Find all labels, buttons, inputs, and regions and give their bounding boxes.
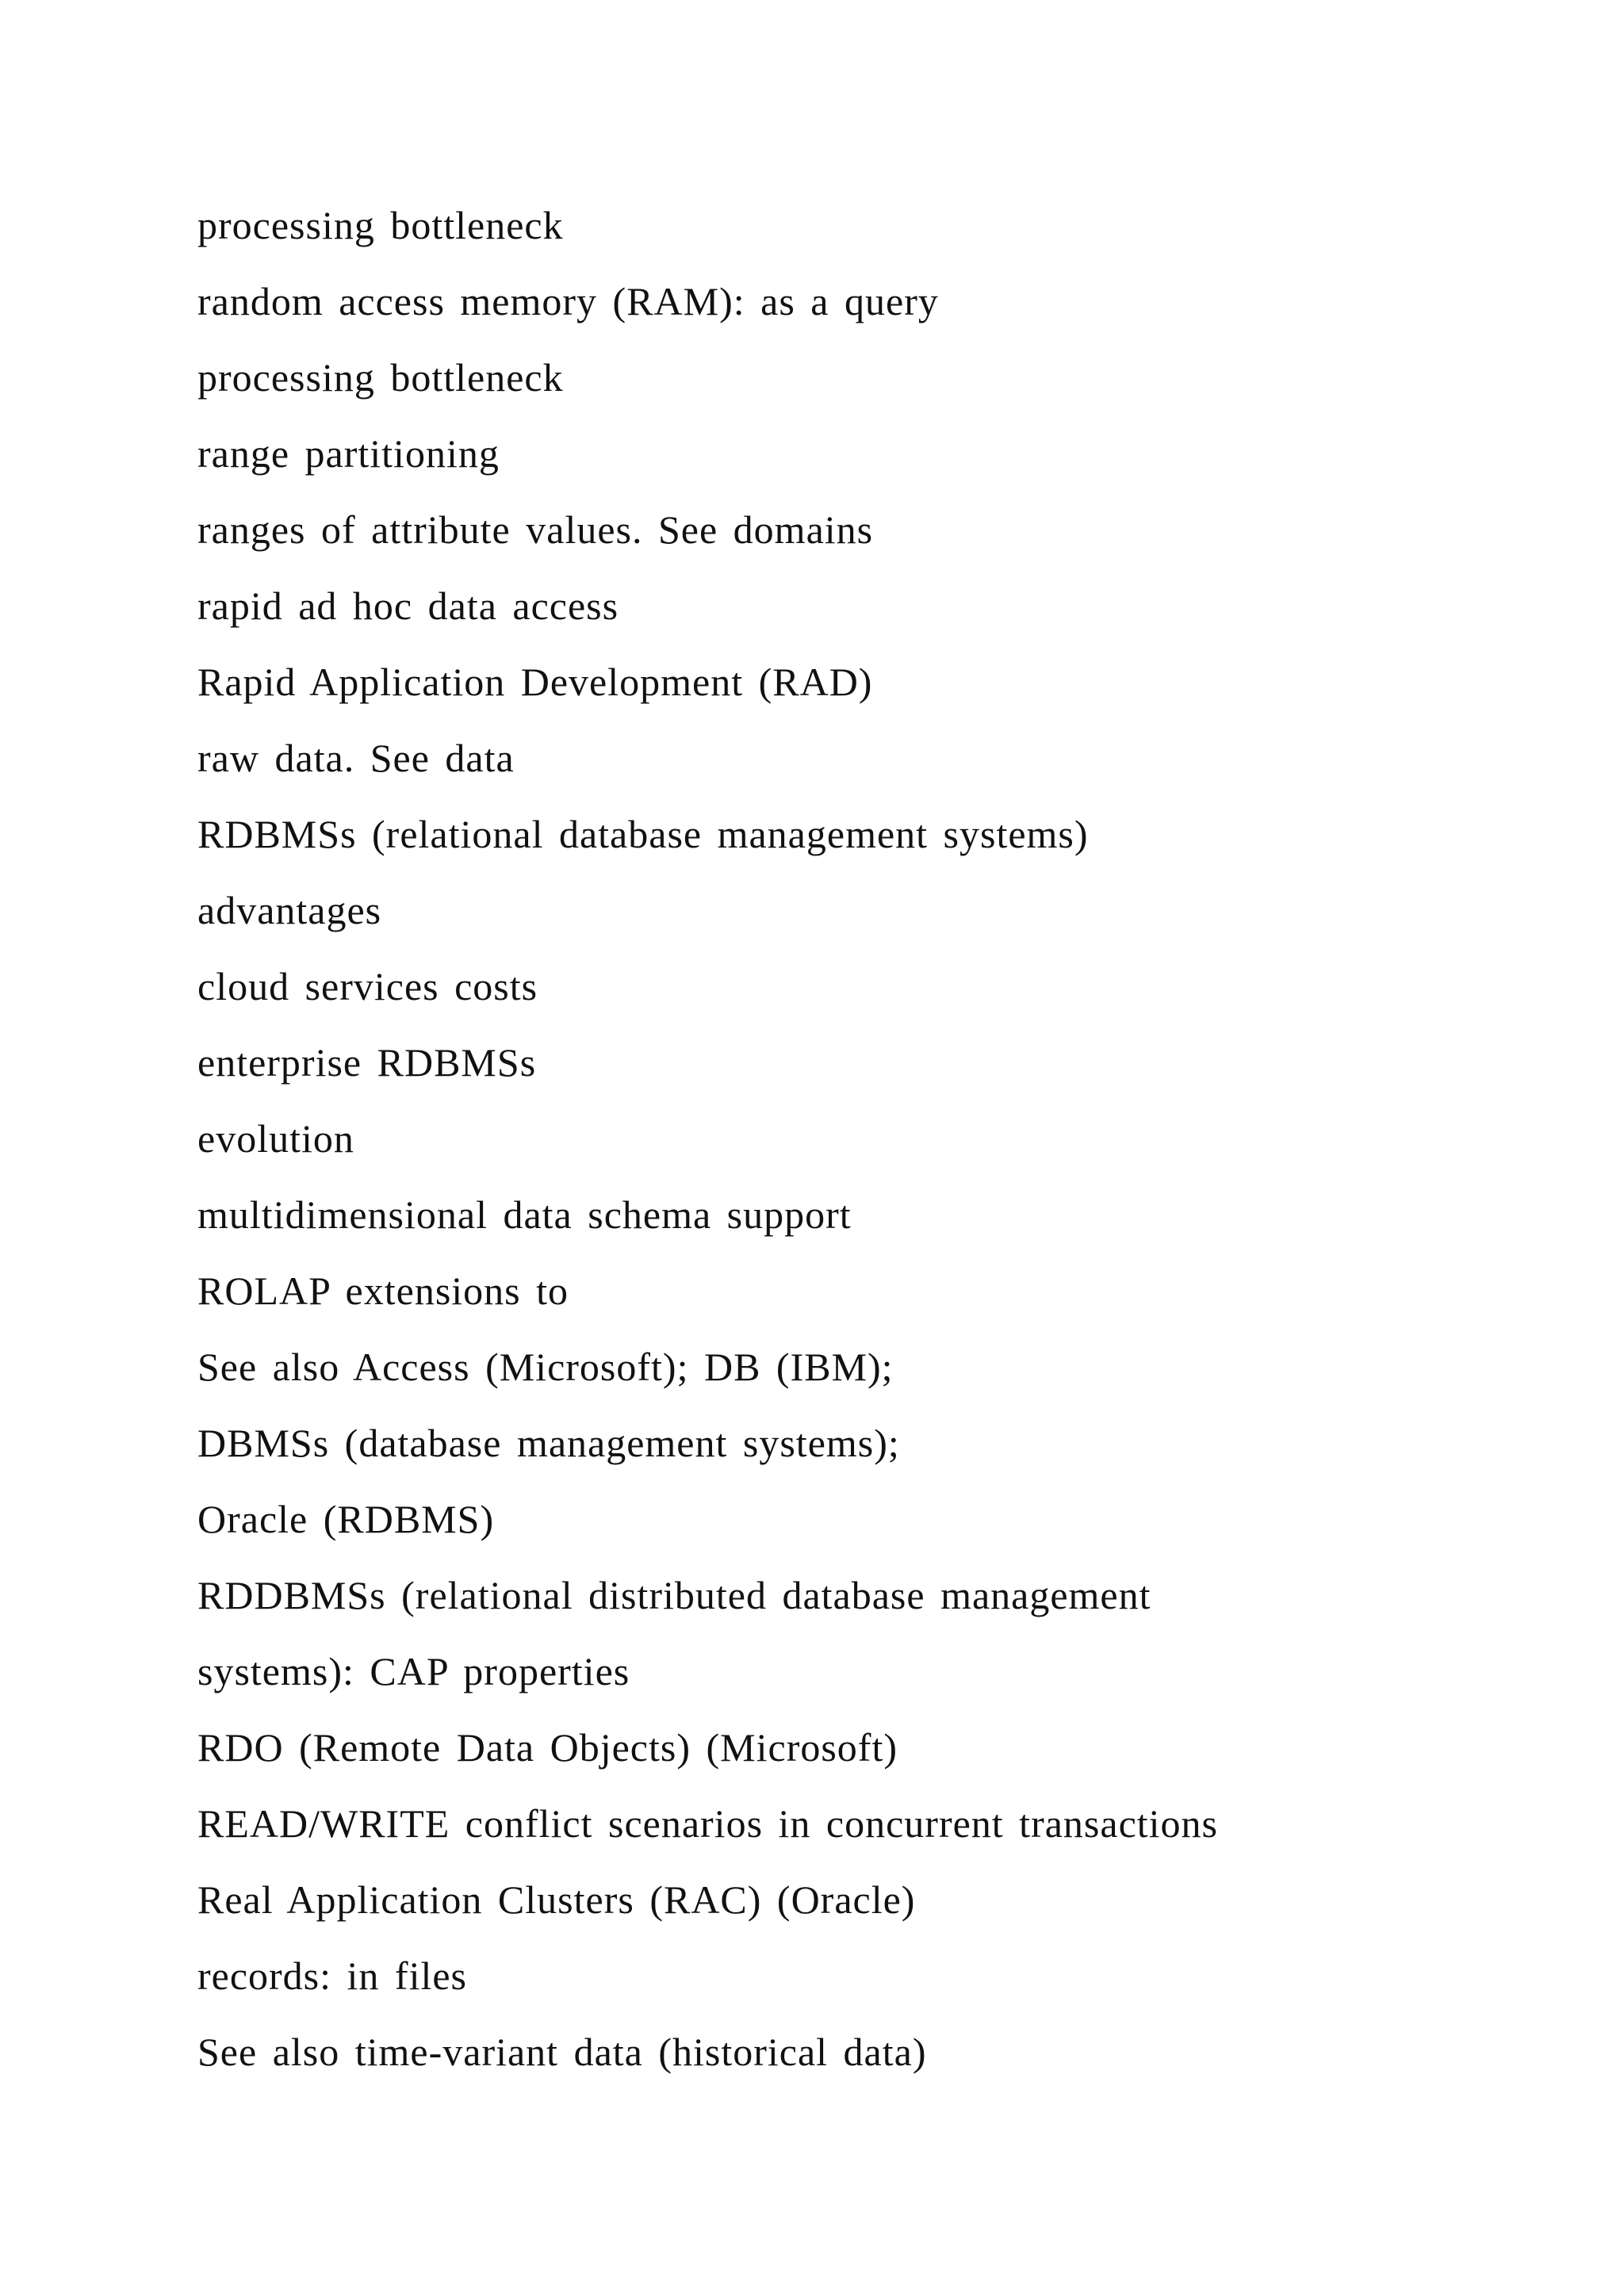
index-entry: processing bottleneck [197, 355, 564, 400]
index-entry: Rapid Application Development (RAD) [197, 660, 873, 704]
index-entry: Real Application Clusters (RAC) (Oracle) [197, 1877, 916, 1922]
index-entry: records: in files [197, 1954, 468, 1998]
index-entry: rapid ad hoc data access [197, 584, 619, 628]
index-entry: cloud services costs [197, 964, 538, 1008]
index-entry: systems): CAP properties [197, 1649, 630, 1693]
index-entry: ranges of attribute values. See domains [197, 507, 874, 552]
index-entry: random access memory (RAM): as a query [197, 279, 939, 323]
index-entry: See also time-variant data (historical data) [197, 2030, 927, 2074]
index-entry: multidimensional data schema support [197, 1192, 852, 1237]
index-entry: READ/WRITE conflict scenarios in concurrent transactions [197, 1801, 1219, 1846]
index-entry: Oracle (RDBMS) [197, 1497, 495, 1541]
index-entry: advantages [197, 888, 382, 932]
index-entry-list [197, 187, 1218, 2090]
index-entry: evolution [197, 1116, 354, 1161]
index-entry: ROLAP extensions to [197, 1269, 569, 1313]
index-entry: DBMSs (database management systems); [197, 1421, 900, 1465]
index-entry: range partitioning [197, 431, 500, 476]
index-entry: See also Access (Microsoft); DB (IBM); [197, 1345, 894, 1389]
index-entry: RDDBMSs (relational distributed database management [197, 1573, 1151, 1617]
index-entry: processing bottleneck [197, 203, 564, 247]
index-entry: enterprise RDBMSs [197, 1040, 537, 1085]
index-entry: RDO (Remote Data Objects) (Microsoft) [197, 1725, 898, 1770]
index-entry: RDBMSs (relational database management systems) [197, 812, 1089, 856]
index-entry: raw data. See data [197, 736, 515, 780]
